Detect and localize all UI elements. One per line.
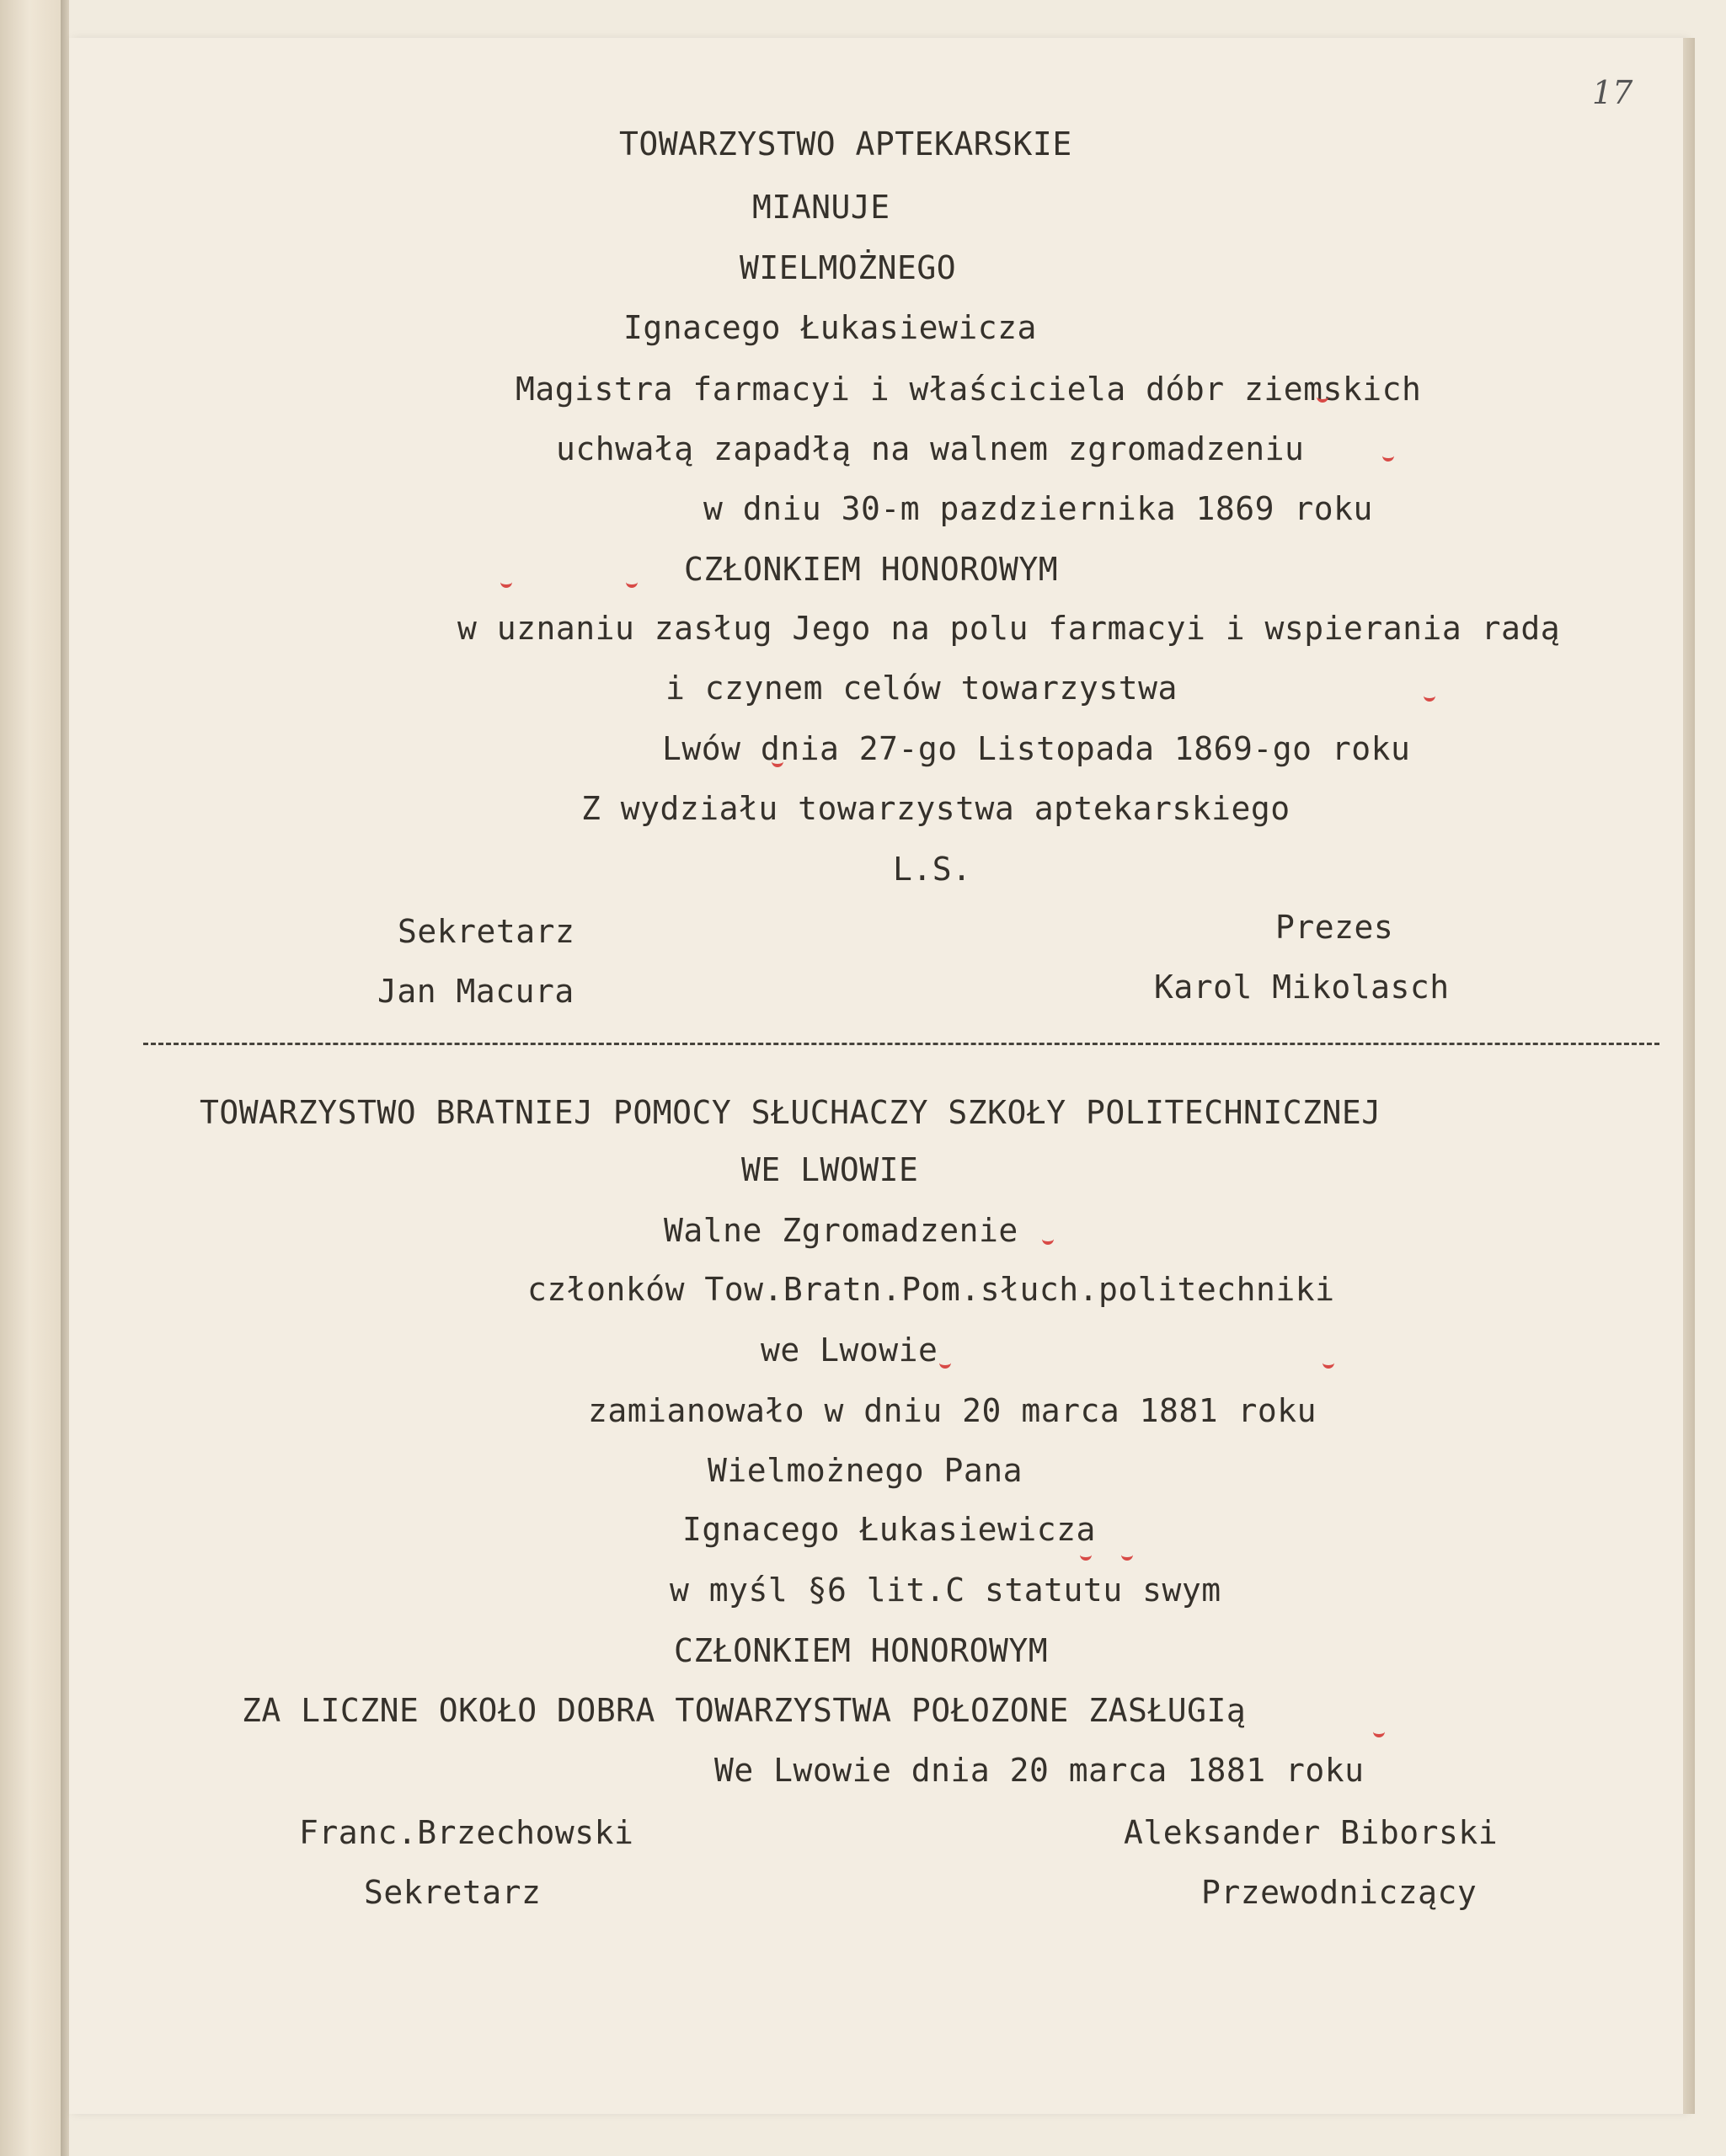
doc1-honorific: WIELMOŻNEGO — [740, 249, 957, 286]
doc2-honorific: Wielmożnego Pana — [708, 1452, 1023, 1489]
doc2-secretary-title: Sekretarz — [364, 1874, 542, 1911]
doc2-members: członków Tow.Bratn.Pom.słuch.politechniki — [527, 1271, 1335, 1308]
doc2-honoree-name: Ignacego Łukasiewicza — [682, 1511, 1096, 1548]
doc1-issuer: Z wydziału towarzystwa aptekarskiego — [581, 790, 1290, 827]
doc2-appointed: zamianowało w dniu 20 marca 1881 roku — [588, 1392, 1317, 1429]
doc2-city-2: we Lwowie — [761, 1331, 938, 1369]
doc2-chair-name: Aleksander Biborski — [1124, 1814, 1499, 1851]
doc1-president-title: Prezes — [1275, 909, 1394, 946]
facing-page-strip — [0, 0, 66, 2156]
document-sheet — [69, 38, 1685, 2114]
folio-number: 17 — [1592, 74, 1633, 111]
doc1-honorary-member: CZŁONKIEM HONOROWYM — [684, 551, 1059, 588]
doc2-society-heading: TOWARZYSTWO BRATNIEJ POMOCY SŁUCHACZY SZKOŁY POLITECHNICZNEJ — [200, 1094, 1381, 1131]
doc1-president-name: Karol Mikolasch — [1154, 969, 1450, 1006]
doc2-city: WE LWOWIE — [741, 1151, 919, 1188]
doc1-merit-cont: i czynem celów towarzystwa — [665, 670, 1178, 707]
doc1-resolution-date: w dniu 30-m pazdziernika 1869 roku — [703, 490, 1373, 527]
binding-gutter — [61, 0, 69, 2156]
doc2-assembly: Walne Zgromadzenie — [664, 1212, 1018, 1249]
doc1-merit: w uznaniu zasług Jego na polu farmacyi i wspierania radą — [457, 610, 1561, 647]
doc1-appoints: MIANUJE — [752, 189, 890, 226]
doc2-statute: w myśl §6 lit.C statutu swym — [670, 1572, 1221, 1609]
sheet-edge — [1683, 38, 1695, 2114]
doc1-honoree-name: Ignacego Łukasiewicza — [623, 309, 1037, 346]
doc2-place-date: We Lwowie dnia 20 marca 1881 roku — [714, 1752, 1365, 1789]
doc1-resolution: uchwałą zapadłą na walnem zgromadzeniu — [556, 430, 1305, 467]
doc1-society-heading: TOWARZYSTWO APTEKARSKIE — [619, 125, 1072, 163]
doc1-honoree-title: Magistra farmacyi i właściciela dóbr ziemskich — [516, 371, 1422, 408]
doc1-secretary-name: Jan Macura — [377, 973, 574, 1010]
doc2-chair-title: Przewodniczący — [1201, 1874, 1478, 1911]
doc2-secretary-name: Franc.Brzechowski — [299, 1814, 634, 1851]
doc2-merit: ZA LICZNE OKOŁO DOBRA TOWARZYSTWA POŁOZONE ZASŁUGIą — [242, 1692, 1247, 1729]
section-divider — [143, 1043, 1659, 1045]
doc1-secretary-title: Sekretarz — [398, 913, 575, 950]
doc1-place-date: Lwów dnia 27-go Listopada 1869-go roku — [662, 730, 1411, 767]
doc2-honorary-member: CZŁONKIEM HONOROWYM — [674, 1632, 1049, 1669]
doc1-seal: L.S. — [893, 851, 972, 888]
